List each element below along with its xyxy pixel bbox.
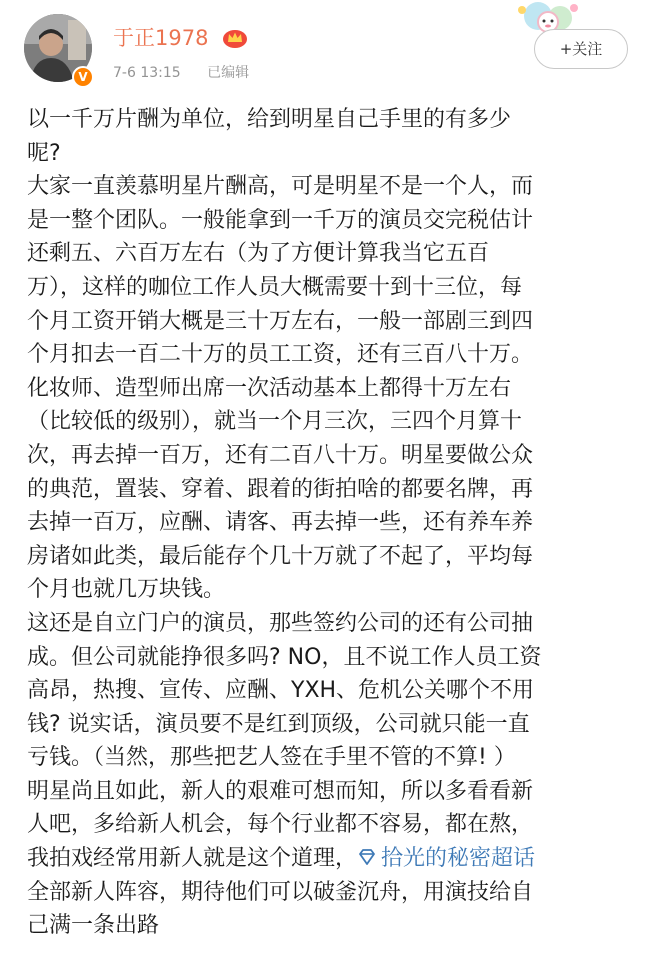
crown-icon[interactable] (222, 27, 248, 49)
post-timestamp: 7-6 13:15 (113, 65, 181, 81)
post-meta (113, 63, 249, 83)
post-line: 这还是自立门户的演员，那些签约公司的还有公司抽 (27, 610, 534, 636)
post-line: 亏钱。（当然，那些把艺人签在手里不管的不算! ） (27, 745, 516, 771)
post-content (27, 103, 627, 943)
post-line: （比较低的级别），就当一个月三次，三四个月算十 (27, 409, 523, 435)
post-line: 高昂，热搜、宣传、应酬、YXH、危机公关哪个不用 (27, 678, 535, 704)
post-line-text: 我拍戏经常用新人就是这个道理， (27, 846, 358, 872)
post-line: 人吧，多给新人机会，每个行业都不容易，都在熬， (27, 812, 534, 838)
edited-label[interactable]: 已编辑 (207, 65, 250, 81)
post-line: 以一千万片酬为单位，给到明星自己手里的有多少 (27, 107, 512, 132)
post-header (0, 0, 650, 100)
post-line: 是一整个团队。一般能拿到一千万的演员交完税估计 (27, 207, 534, 233)
post-line: 呢? (27, 140, 61, 166)
topic-diamond-icon (357, 847, 377, 867)
post-line: 次，再去掉一百万，还有二百八十万。明星要做公众 (27, 442, 534, 468)
follow-button[interactable]: +关注 (534, 29, 628, 69)
post-line: 大家一直羡慕明星片酬高，可是明星不是一个人，而 (27, 174, 534, 200)
post-line: 化妆师、造型师出席一次活动基本上都得十万左右 (27, 375, 512, 401)
post-line: 明星尚且如此，新人的艰难可想而知，所以多看看新 (27, 778, 534, 804)
topic-link-label: 拾光的秘密超话 (381, 846, 536, 872)
post-line: 钱? 说实话，演员要不是红到顶级，公司就只能一直 (27, 711, 530, 737)
post-line: 万），这样的咖位工作人员大概需要十到十三位，每 (27, 274, 523, 300)
verified-icon: V (72, 66, 94, 88)
post-line: 个月工资开销大概是三十万左右，一般一部剧三到四 (27, 308, 534, 334)
topic-link[interactable] (357, 846, 535, 871)
author-name[interactable]: 于正1978 (113, 26, 209, 50)
post-line: 去掉一百万，应酬、请客、再去掉一些，还有养车养 (27, 510, 534, 536)
post-line-partial: 己满一条出路 (27, 913, 160, 939)
post-line: 的典范，置装、穿着、跟着的街拍啥的都要名牌，再 (27, 476, 534, 502)
post-line: 全部新人阵容，期待他们可以破釜沉舟，用演技给自 (27, 879, 534, 905)
post-line: 成。但公司就能挣很多吗? NO，且不说工作人员工资 (27, 644, 542, 670)
post-line: 个月也就几万块钱。 (27, 577, 226, 603)
post-line: 房诸如此类，最后能存个几十万就了不起了，平均每 (27, 543, 534, 569)
post-line: 还剩五、六百万左右（为了方便计算我当它五百 (27, 241, 490, 267)
post-line: 个月扣去一百二十万的员工工资，还有三百八十万。 (27, 342, 534, 368)
post-line-with-topic (27, 842, 627, 876)
